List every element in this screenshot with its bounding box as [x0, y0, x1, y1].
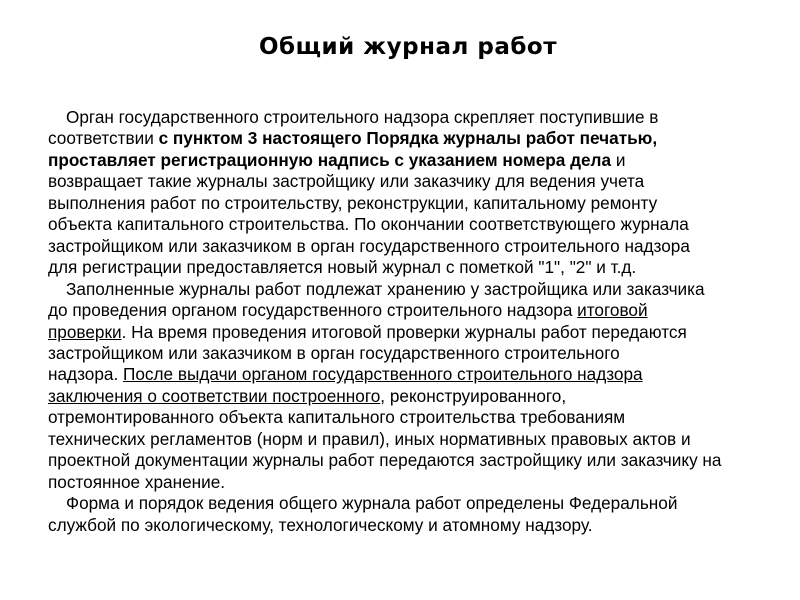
text-segment: до проведения органом государственного строительного надзора — [48, 300, 578, 321]
text-segment: Форма и порядок ведения общего журнала работ определены Федеральной — [66, 493, 678, 514]
text-segment: объекта капитального строительства. По окончании соответствующего журнала — [48, 214, 689, 235]
text-segment: технических регламентов (норм и правил), иных нормативных правовых актов и — [48, 428, 691, 449]
text-segment: застройщиком или заказчиком в орган государственного строительного надзора — [48, 235, 690, 256]
text-segment: возвращает такие журналы застройщику или заказчику для ведения учета — [48, 171, 645, 192]
text-line — [48, 515, 778, 536]
text-line — [48, 236, 778, 257]
text-line — [48, 257, 778, 278]
bold-text: проставляет регистрационную надпись с указанием номера дела — [48, 149, 612, 170]
text-line — [48, 128, 778, 149]
text-line — [48, 450, 778, 471]
text-line — [48, 407, 778, 428]
paragraph-2 — [48, 279, 778, 494]
text-segment: застройщиком или заказчиком в орган государственного строительного — [48, 342, 620, 363]
text-segment: проектной документации журналы работ передаются застройщику или заказчику на — [48, 450, 722, 471]
bold-text: с пунктом 3 настоящего Порядка журналы работ печатью, — [158, 128, 658, 149]
text-segment: Заполненные журналы работ подлежат хранению у застройщика или заказчика — [66, 278, 705, 299]
text-line — [48, 300, 778, 321]
text-segment: постоянное хранение. — [48, 471, 226, 492]
text-line — [48, 322, 778, 343]
text-segment: , реконструированного, — [380, 385, 567, 406]
text-line — [48, 364, 778, 385]
paragraph-3 — [48, 493, 778, 536]
text-line — [48, 386, 778, 407]
hyperlink[interactable]: заключения о соответствии построенного — [48, 385, 381, 406]
text-line — [48, 343, 778, 364]
text-line — [48, 107, 778, 128]
text-line — [48, 472, 778, 493]
paragraph-1 — [48, 107, 778, 279]
page-title: Общий журнал работ — [258, 34, 558, 60]
hyperlink[interactable]: проверки — [48, 321, 122, 342]
text-line — [48, 193, 778, 214]
text-segment: Орган государственного строительного надзора скрепляет поступившие в — [66, 107, 659, 127]
text-segment: для регистрации предоставляется новый журнал с пометкой "1", "2" и т.д. — [48, 257, 637, 278]
text-segment: соответствии — [48, 128, 159, 149]
text-segment: выполнения работ по строительству, реконструкции, капитальному ремонту — [48, 192, 658, 213]
text-segment: отремонтированного объекта капитального строительства требованиям — [48, 407, 626, 428]
text-line — [48, 493, 778, 514]
hyperlink[interactable]: итоговой — [577, 300, 648, 321]
document-body — [48, 107, 778, 536]
text-line — [48, 171, 778, 192]
text-line — [48, 429, 778, 450]
text-line — [48, 214, 778, 235]
text-line — [48, 150, 778, 171]
hyperlink[interactable]: После выдачи органом государственного строительного надзора — [123, 364, 643, 385]
text-segment: . На время проведения итоговой проверки журналы работ передаются — [121, 321, 687, 342]
text-segment: и — [611, 149, 626, 170]
text-segment: надзора. — [48, 364, 123, 385]
text-segment: службой по экологическому, технологическому и атомному надзору. — [48, 514, 593, 535]
text-line — [48, 279, 778, 300]
